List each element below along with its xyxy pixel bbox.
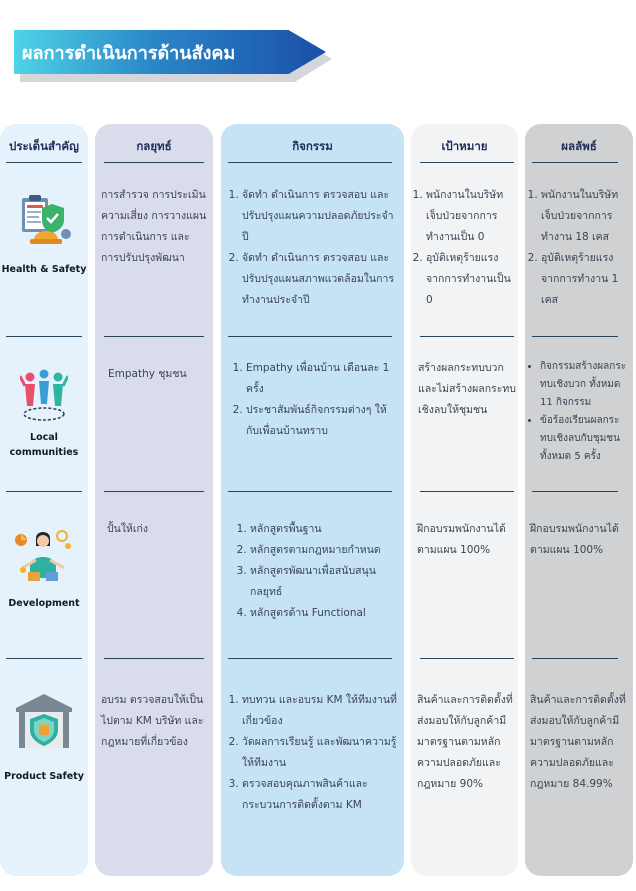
header-rule — [104, 162, 204, 163]
row-divider — [104, 491, 204, 492]
row-divider — [228, 491, 392, 492]
list-item: 1. จัดทำ ดำเนินการ ตรวจสอบ และปรับปรุงแผนความปลอดภัยประจำปี — [242, 185, 398, 248]
list-item: 1. พนักงานในบริษัทเจ็บป่วยจากการทำงานเป็น 0 — [426, 185, 516, 248]
header-result: ผลลัพธ์ — [561, 139, 597, 153]
list-item: 1. Empathy เพื่อนบ้าน เดือนละ 1 ครั้ง — [246, 358, 398, 400]
activities-cell — [228, 185, 398, 311]
strategy-cell: Empathy ชุมชน — [108, 368, 187, 380]
row-divider — [6, 336, 82, 337]
list-item: 2. ประชาสัมพันธ์กิจกรรมต่างๆ ให้กับเพื่อนบ้านทราบ — [246, 400, 398, 442]
target-cell — [412, 185, 516, 311]
row-divider — [420, 336, 514, 337]
header-target: เป้าหมาย — [441, 139, 488, 153]
row-divider — [6, 658, 82, 659]
product-safety-shield-icon — [14, 692, 74, 750]
row-divider — [6, 491, 82, 492]
activities-cell — [232, 358, 398, 442]
list-item: 3. หลักสูตรพัฒนาเพื่อสนับสนุนกลยุทธ์ — [250, 561, 398, 603]
row-divider — [532, 658, 618, 659]
development-person-icon — [14, 526, 74, 584]
activities-cell — [228, 690, 400, 816]
header-topic: ประเด็นสำคัญ — [9, 139, 79, 153]
result-cell — [527, 185, 631, 311]
list-item: 2. จัดทำ ดำเนินการ ตรวจสอบ และปรับปรุงแผนสภาพแวดล้อมในการทำงานประจำปี — [242, 248, 398, 311]
row-divider — [420, 491, 514, 492]
row-divider — [532, 491, 618, 492]
row-divider — [228, 336, 392, 337]
activities-cell — [236, 519, 398, 624]
header-rule — [420, 162, 514, 163]
target-cell: สร้างผลกระทบบวกและไม่สร้างผลกระทบเชิงลบให้ชุมชน — [418, 362, 516, 416]
topic-label: Health & Safety — [1, 264, 87, 275]
list-item: 1. หลักสูตรพื้นฐาน — [250, 519, 398, 540]
strategy-cell: ปั้นให้เก่ง — [107, 523, 148, 535]
list-item: 4. หลักสูตรด้าน Functional — [250, 603, 398, 624]
list-item: 3. ตรวจสอบคุณภาพสินค้าและกระบวนการติดตั้งตาม KM — [242, 774, 400, 816]
header-rule — [532, 162, 618, 163]
list-item: 2. วัดผลการเรียนรู้ และพัฒนาความรู้ให้ทีมงาน — [242, 732, 400, 774]
list-item: 2. อุบัติเหตุร้ายแรงจากการทำงานเป็น 0 — [426, 248, 516, 311]
list-item: 2. หลักสูตรตามกฎหมายกำหนด — [250, 540, 398, 561]
result-cell: สินค้าและการติดตั้งที่ส่งมอบให้กับลูกค้ามีมาตรฐานตามหลักความปลอดภัยและกฎหมาย 84.99% — [530, 694, 626, 790]
list-item: 1. ทบทวน และอบรม KM ให้ทีมงานที่เกี่ยวข้อง — [242, 690, 400, 732]
list-item: • ข้อร้องเรียนผลกระทบเชิงลบกับชุมชน ทั้งหมด 5 ครั้ง — [540, 412, 632, 466]
list-item: 1. พนักงานในบริษัทเจ็บป่วยจากการทำงาน 18 เคส — [541, 185, 631, 248]
header-rule — [228, 162, 392, 163]
target-cell: ฝึกอบรมพนักงานได้ตามแผน 100% — [417, 523, 506, 556]
result-cell — [528, 358, 632, 466]
strategy-cell: การสำรวจ การประเมินความเสี่ยง การวางแผนการดำเนินการ และการปรับปรุงพัฒนา — [101, 189, 207, 264]
list-item: • กิจกรรมสร้างผลกระทบเชิงบวก ทั้งหมด 11 กิจกรรม — [540, 358, 632, 412]
safety-gear-icon — [16, 194, 72, 248]
row-divider — [104, 336, 204, 337]
topic-label: Development — [8, 598, 80, 609]
header-rule — [6, 162, 82, 163]
target-cell: สินค้าและการติดตั้งที่ส่งมอบให้กับลูกค้ามีมาตรฐานตามหลักความปลอดภัยและกฎหมาย 90% — [417, 694, 513, 790]
topic-label: Product Safety — [4, 771, 84, 782]
header-activities: กิจกรรม — [292, 139, 333, 153]
row-divider — [228, 658, 392, 659]
topic-label: Local communities — [9, 432, 79, 458]
header-strategy: กลยุทธ์ — [136, 139, 172, 153]
strategy-cell: อบรม ตรวจสอบให้เป็นไปตาม KM บริษัท และกฎหมายที่เกี่ยวข้อง — [101, 694, 204, 748]
list-item: 2. อุบัติเหตุร้ายแรงจากการทำงาน 1 เคส — [541, 248, 631, 311]
row-divider — [420, 658, 514, 659]
row-divider — [104, 658, 204, 659]
community-people-icon — [20, 368, 68, 422]
page-title: ผลการดำเนินการด้านสังคม — [22, 43, 236, 64]
row-divider — [532, 336, 618, 337]
result-cell: ฝึกอบรมพนักงานได้ตามแผน 100% — [530, 523, 619, 556]
